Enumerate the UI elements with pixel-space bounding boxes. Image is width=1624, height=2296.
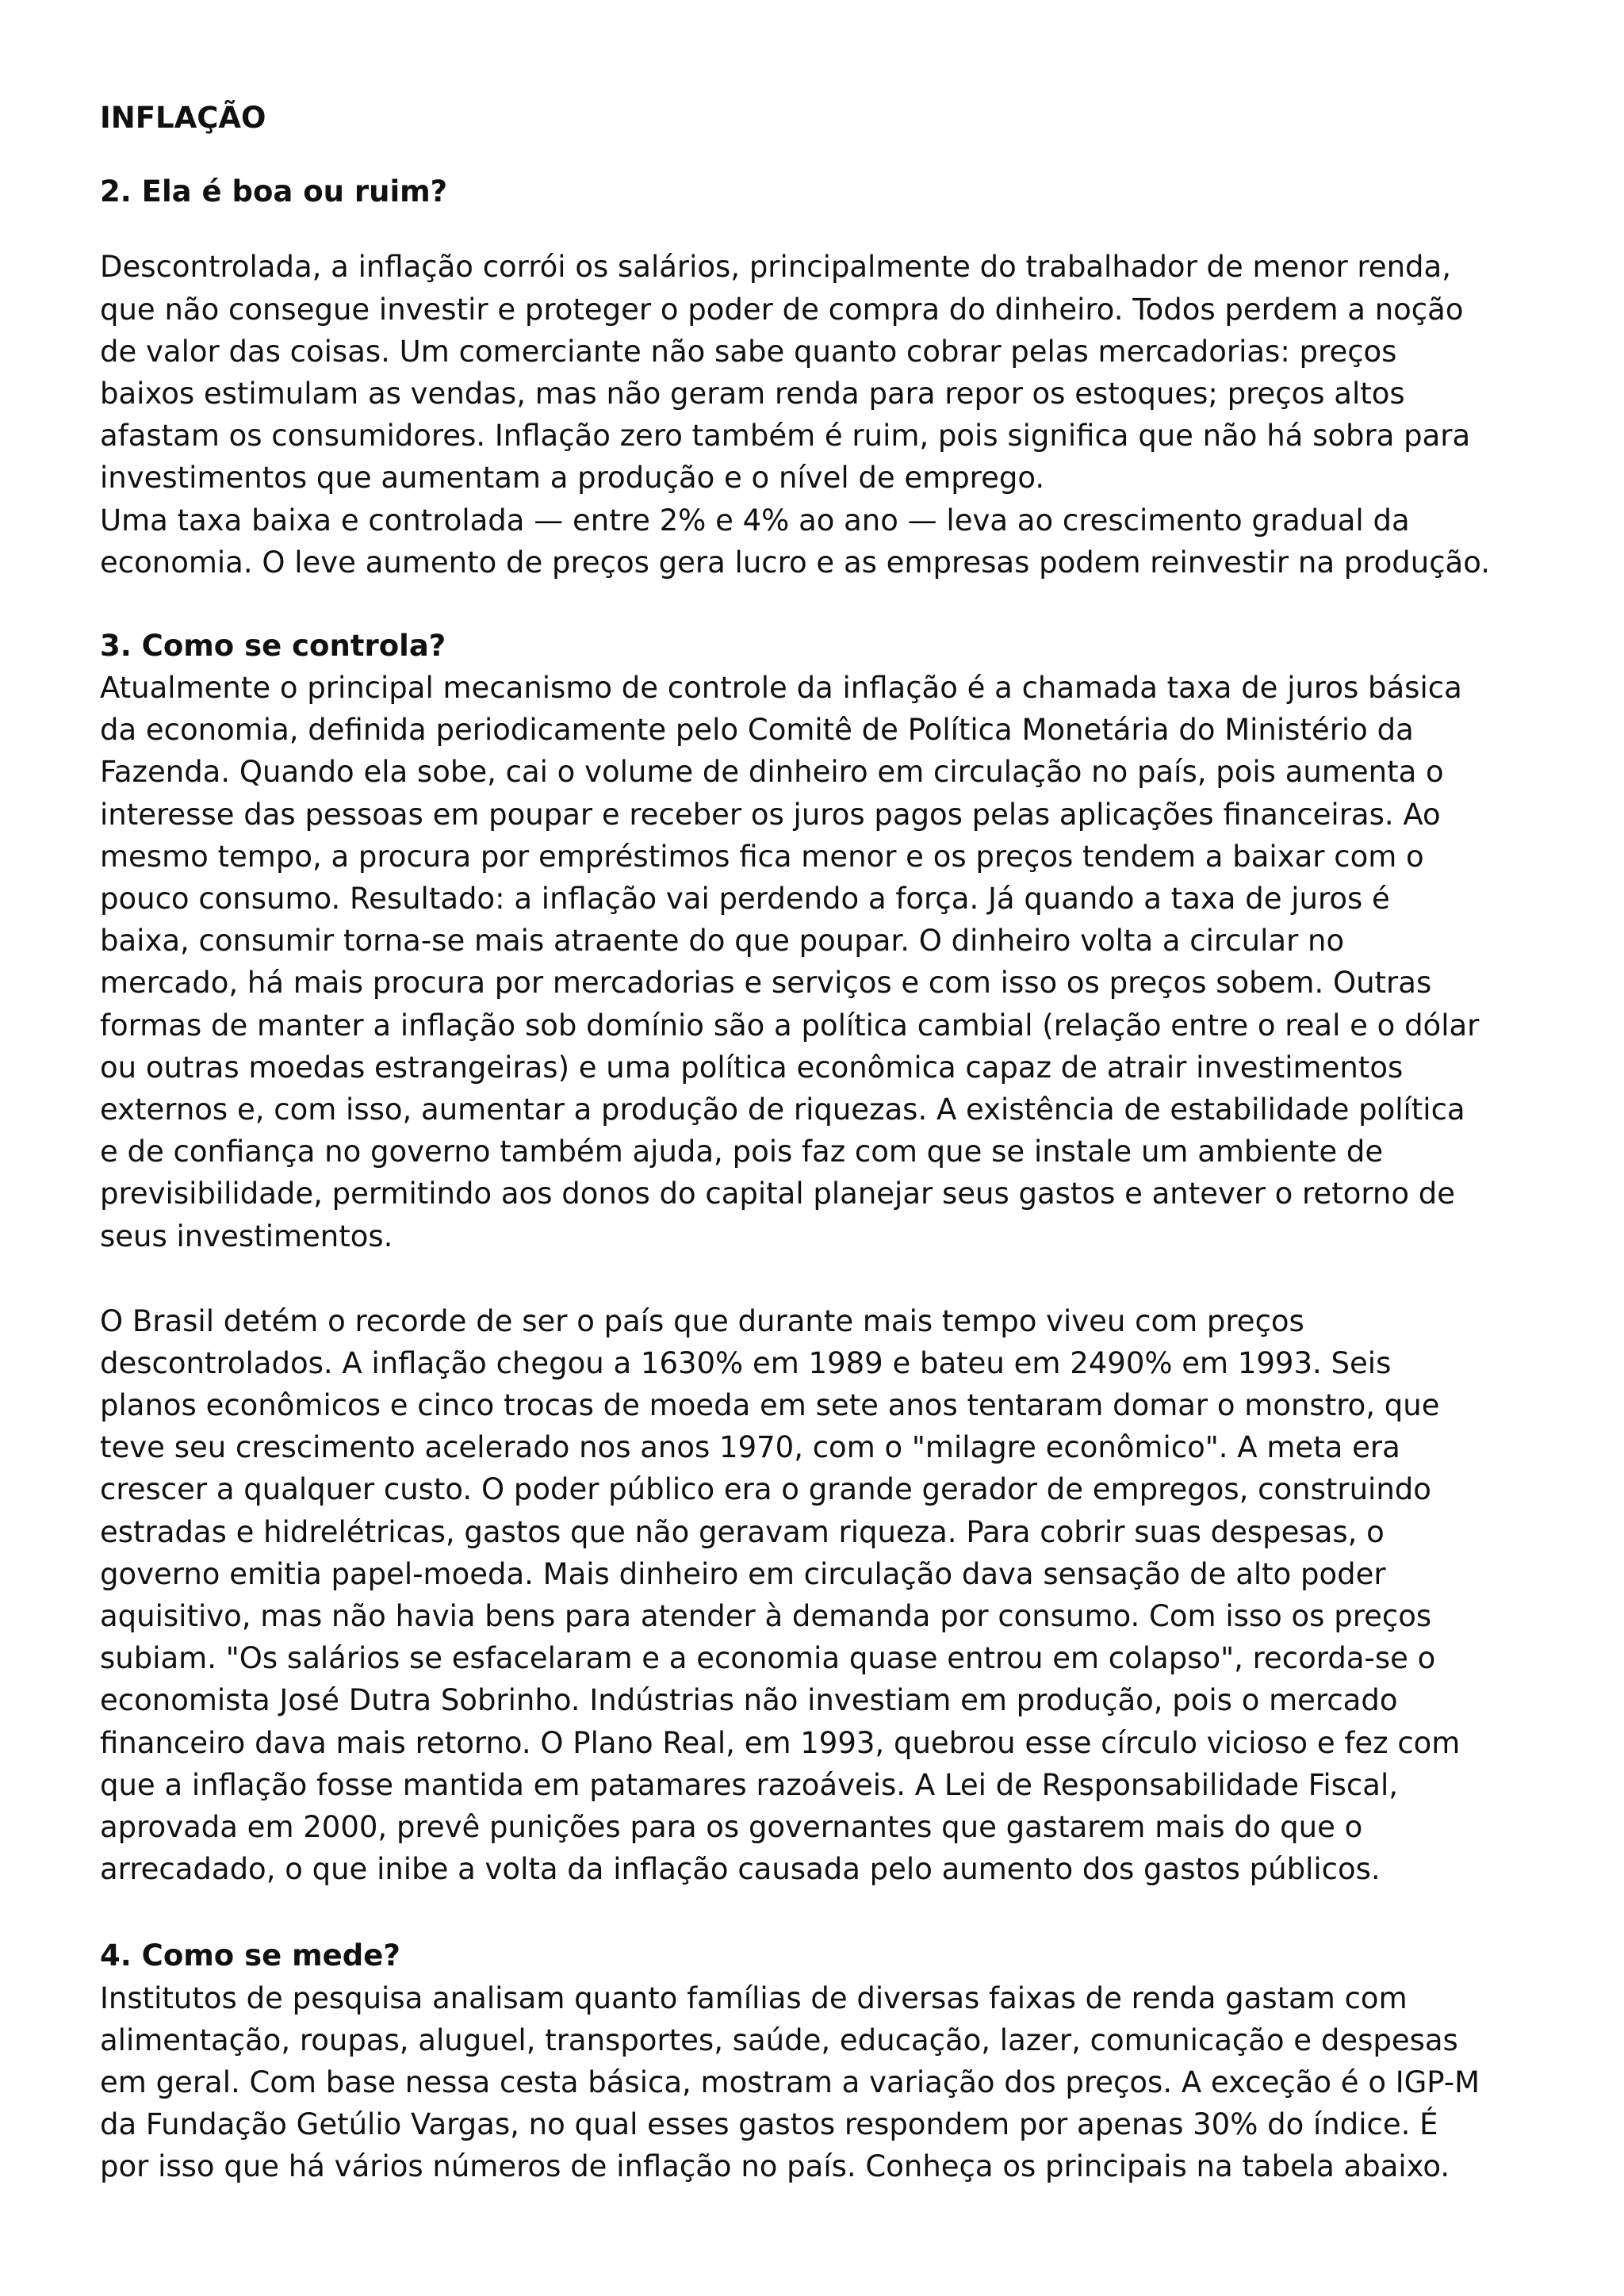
text-line: investimentos que aumentam a produção e o nível de emprego. xyxy=(100,461,1045,496)
text-line: subiam. "Os salários se esfacelaram e a economia quase entrou em colapso", recorda-se o xyxy=(100,1641,1436,1676)
text-line: teve seu crescimento acelerado nos anos 1970, com o "milagre econômico". A meta era xyxy=(100,1430,1400,1465)
text-line: interesse das pessoas em poupar e receber os juros pagos pelas aplicações financeiras. Ao xyxy=(100,797,1441,832)
section-heading: 3. Como se controla? xyxy=(100,628,446,663)
paragraph xyxy=(100,246,1591,499)
paragraph xyxy=(100,1300,1591,1891)
text-line: por isso que há vários números de inflação no país. Conheça os principais na tabela abaixo. xyxy=(100,2149,1450,2184)
text-line: crescer a qualquer custo. O poder público era o grande gerador de empregos, construindo xyxy=(100,1472,1431,1507)
text-line: ou outras moedas estrangeiras) e uma política econômica capaz de atrair investimentos xyxy=(100,1050,1404,1085)
text-line: financeiro dava mais retorno. O Plano Real, em 1993, quebrou esse círculo vicioso e fez com xyxy=(100,1725,1461,1760)
section-heading: 4. Como se mede? xyxy=(100,1938,400,1973)
text-line: da economia, definida periodicamente pelo Comitê de Política Monetária do Ministério da xyxy=(100,713,1414,748)
text-line: Fazenda. Quando ela sobe, cai o volume de dinheiro em circulação no país, pois aumenta o xyxy=(100,755,1444,790)
text-line: mercado, há mais procura por mercadorias e serviços e com isso os preços sobem. Outras xyxy=(100,966,1432,1001)
text-line: da Fundação Getúlio Vargas, no qual esses gastos respondem por apenas 30% do índice. É xyxy=(100,2107,1438,2142)
text-line: Atualmente o principal mecanismo de controle da inflação é a chamada taxa de juros básica xyxy=(100,671,1462,706)
text-line: planos econômicos e cinco trocas de moeda em sete anos tentaram domar o monstro, que xyxy=(100,1388,1440,1423)
text-line: e de confiança no governo também ajuda, pois faz com que se instale um ambiente de xyxy=(100,1135,1384,1169)
text-line: Uma taxa baixa e controlada — entre 2% e 4% ao ano — leva ao crescimento gradual da xyxy=(100,503,1410,538)
text-line: afastam os consumidores. Inflação zero também é ruim, pois significa que não há sobra para xyxy=(100,419,1471,453)
section-como-se-controla xyxy=(100,625,1591,1890)
text-line: arrecadado, o que inibe a volta da inflação causada pelo aumento dos gastos públicos. xyxy=(100,1852,1381,1887)
paragraph xyxy=(100,667,1591,1257)
paragraph xyxy=(100,499,1591,584)
document-title: INFLAÇÃO xyxy=(100,101,266,135)
text-line: descontrolados. A inflação chegou a 1630% em 1989 e bateu em 2490% em 1993. Seis xyxy=(100,1345,1392,1380)
text-line: alimentação, roupas, aluguel, transportes, saúde, educação, lazer, comunicação e despesas xyxy=(100,2022,1458,2057)
text-line: que a inflação fosse mantida em patamares razoáveis. A Lei de Responsabilidade Fiscal, xyxy=(100,1767,1398,1802)
text-line: aquisitivo, mas não havia bens para atender à demanda por consumo. Com isso os preços xyxy=(100,1599,1432,1633)
text-line: baixa, consumir torna-se mais atraente do que poupar. O dinheiro volta a circular no xyxy=(100,924,1345,959)
text-line: formas de manter a inflação sob domínio são a política cambial (relação entre o real e o dólar xyxy=(100,1008,1480,1043)
text-line: pouco consumo. Resultado: a inflação vai perdendo a força. Já quando a taxa de juros é xyxy=(100,882,1390,916)
text-line: economia. O leve aumento de preços gera lucro e as empresas podem reinvestir na produção. xyxy=(100,545,1490,580)
paragraph xyxy=(100,1977,1591,2188)
text-line: economista José Dutra Sobrinho. Indústrias não investiam em produção, pois o mercado xyxy=(100,1683,1398,1718)
text-line: externos e, com isso, aumentar a produção de riquezas. A existência de estabilidade política xyxy=(100,1092,1465,1127)
text-line: estradas e hidrelétricas, gastos que não geravam riqueza. Para cobrir suas despesas, o xyxy=(100,1514,1385,1549)
section-como-se-mede xyxy=(100,1934,1591,2187)
text-line: mesmo tempo, a procura por empréstimos fica menor e os preços tendem a baixar com o xyxy=(100,839,1424,874)
section-ela-e-boa-ou-ruim xyxy=(100,170,1591,584)
text-line: em geral. Com base nessa cesta básica, mostram a variação dos preços. A exceção é o IGP-M xyxy=(100,2064,1480,2099)
text-line: que não consegue investir e proteger o poder de compra do dinheiro. Todos perdem a noção xyxy=(100,292,1464,327)
text-line: seus investimentos. xyxy=(100,1219,393,1253)
section-heading: 2. Ela é boa ou ruim? xyxy=(100,174,448,209)
text-line: previsibilidade, permitindo aos donos do capital planejar seus gastos e antever o retorno de xyxy=(100,1177,1456,1211)
document-body xyxy=(100,97,1591,2187)
text-line: Institutos de pesquisa analisam quanto famílias de diversas faixas de renda gastam com xyxy=(100,1980,1408,2015)
text-line: governo emitia papel-moeda. Mais dinheiro em circulação dava sensação de alto poder xyxy=(100,1556,1386,1591)
text-line: aprovada em 2000, prevê punições para os governantes que gastarem mais do que o xyxy=(100,1809,1363,1844)
text-line: Descontrolada, a inflação corrói os salários, principalmente do trabalhador de menor renda, xyxy=(100,250,1451,285)
text-line: de valor das coisas. Um comerciante não sabe quanto cobrar pelas mercadorias: preços xyxy=(100,334,1397,369)
text-line: O Brasil detém o recorde de ser o país que durante mais tempo viveu com preços xyxy=(100,1303,1304,1338)
text-line: baixos estimulam as vendas, mas não geram renda para repor os estoques; preços altos xyxy=(100,376,1405,411)
